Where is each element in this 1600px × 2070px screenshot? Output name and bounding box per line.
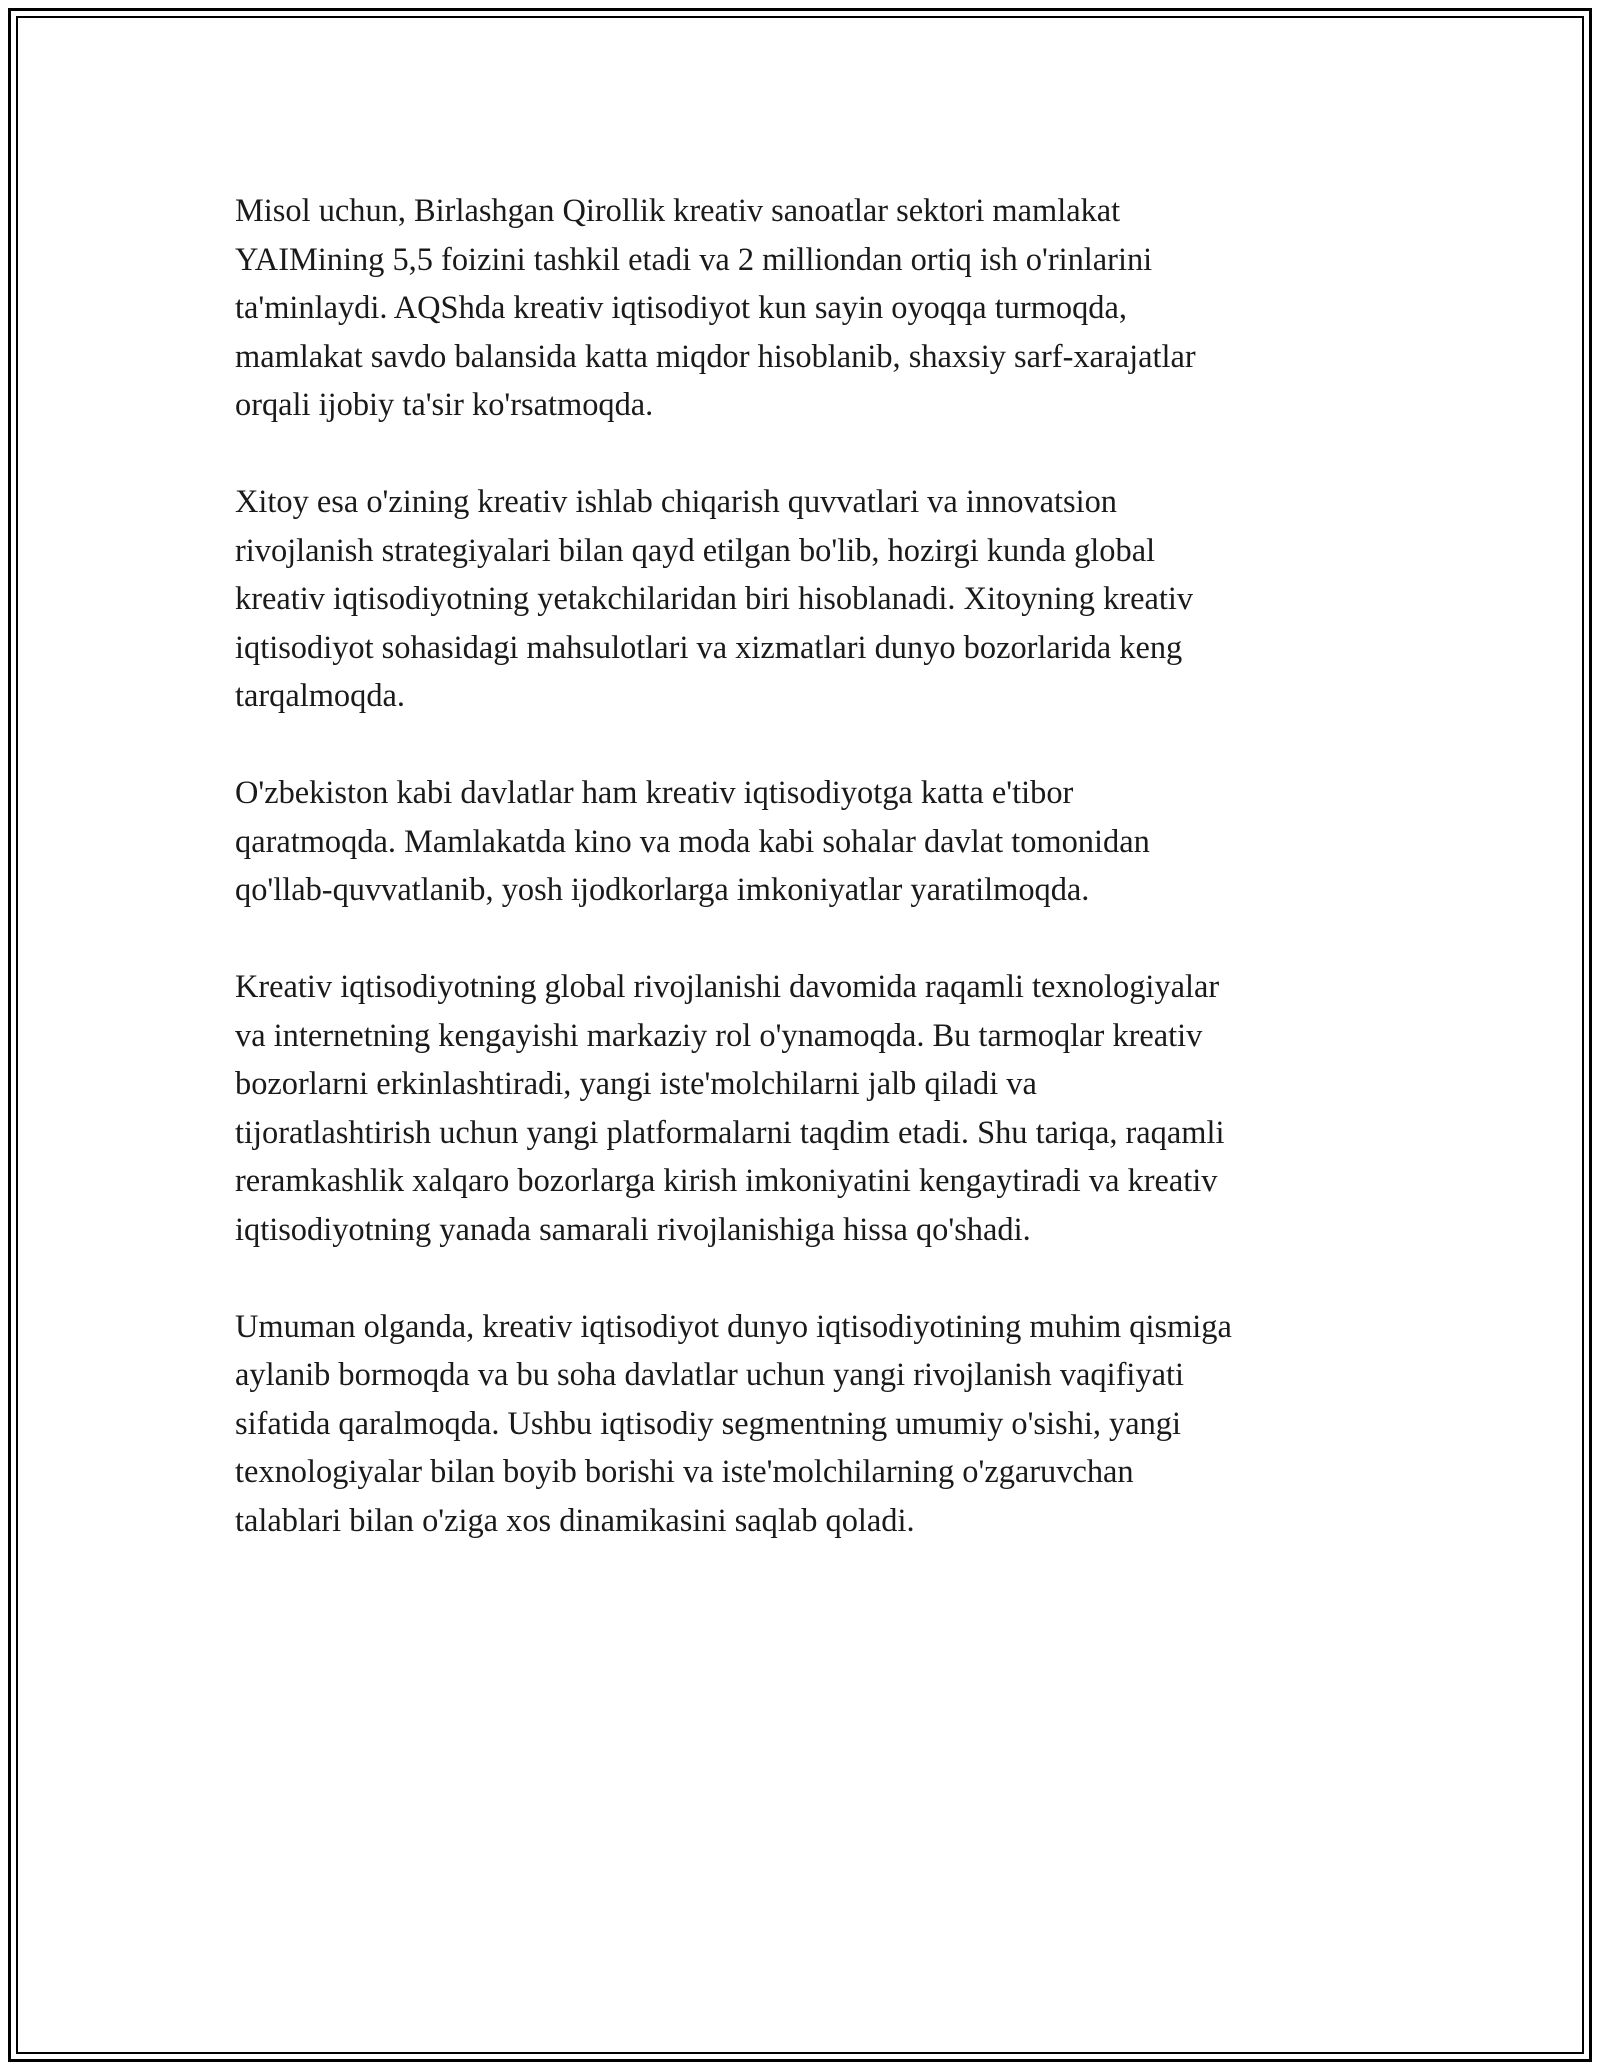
text-line: Misol uchun, Birlashgan Qirollik kreativ sanoatlar sektori mamlakat	[235, 193, 1121, 229]
paragraph-uk-usa	[235, 187, 1375, 430]
text-line: aylanib bormoqda va bu soha davlatlar uchun yangi rivojlanish vaqifiyati	[235, 1357, 1184, 1393]
text-line: Umuman olganda, kreativ iqtisodiyot dunyo iqtisodiyotining muhim qismiga	[235, 1308, 1232, 1345]
text-line: mamlakat savdo balansida katta miqdor hisoblanib, shaxsiy sarf-xarajatlar	[235, 338, 1196, 375]
text-line: bozorlarni erkinlashtiradi, yangi iste'molchilarni jalb qiladi va	[235, 1066, 1037, 1102]
text-line: YAIMining 5,5 foizini tashkil etadi va 2 milliondan ortiq ish o'rinlarini	[235, 241, 1153, 278]
text-line: orqali ijobiy ta'sir ko'rsatmoqda.	[235, 387, 654, 423]
text-line: Kreativ iqtisodiyotning global rivojlanishi davomida raqamli texnologiyalar	[235, 969, 1220, 1005]
paragraph-conclusion	[235, 1303, 1375, 1546]
text-line: talablari bilan o'ziga xos dinamikasini saqlab qoladi.	[235, 1502, 915, 1539]
text-line: qo'llab-quvvatlanib, yosh ijodkorlarga imkoniyatlar yaratilmoqda.	[235, 872, 1090, 908]
text-line: iqtisodiyotning yanada samarali rivojlanishiga hissa qo'shadi.	[235, 1211, 1031, 1248]
text-line: ta'minlaydi. AQShda kreativ iqtisodiyot kun sayin oyoqqa turmoqda,	[235, 290, 1127, 326]
text-line: tarqalmoqda.	[235, 678, 405, 714]
text-line: tijoratlashtirish uchun yangi platformalarni taqdim etadi. Shu tariqa, raqamli	[235, 1114, 1225, 1151]
paragraph-digital-tech	[235, 963, 1375, 1254]
text-line: Xitoy esa o'zining kreativ ishlab chiqarish quvvatlari va innovatsion	[235, 484, 1117, 520]
text-line: texnologiyalar bilan boyib borishi va iste'molchilarning o'zgaruvchan	[235, 1454, 1134, 1490]
text-line: qaratmoqda. Mamlakatda kino va moda kabi sohalar davlat tomonidan	[235, 823, 1150, 860]
text-line: sifatida qaralmoqda. Ushbu iqtisodiy segmentning umumiy o'sishi, yangi	[235, 1405, 1181, 1442]
text-line: kreativ iqtisodiyotning yetakchilaridan biri hisoblanadi. Xitoyning kreativ	[235, 581, 1194, 617]
text-line: reramkashlik xalqaro bozorlarga kirish imkoniyatini kengaytiradi va kreativ	[235, 1163, 1218, 1199]
text-line: rivojlanish strategiyalari bilan qayd etilgan bo'lib, hozirgi kunda global	[235, 532, 1156, 569]
paragraph-china	[235, 478, 1375, 721]
text-line: O'zbekiston kabi davlatlar ham kreativ iqtisodiyotga katta e'tibor	[235, 775, 1074, 811]
paragraph-uzbekistan	[235, 769, 1375, 915]
text-line: va internetning kengayishi markaziy rol o'ynamoqda. Bu tarmoqlar kreativ	[235, 1017, 1203, 1054]
text-line: iqtisodiyot sohasidagi mahsulotlari va xizmatlari dunyo bozorlarida keng	[235, 629, 1183, 666]
document-body	[235, 187, 1375, 1594]
